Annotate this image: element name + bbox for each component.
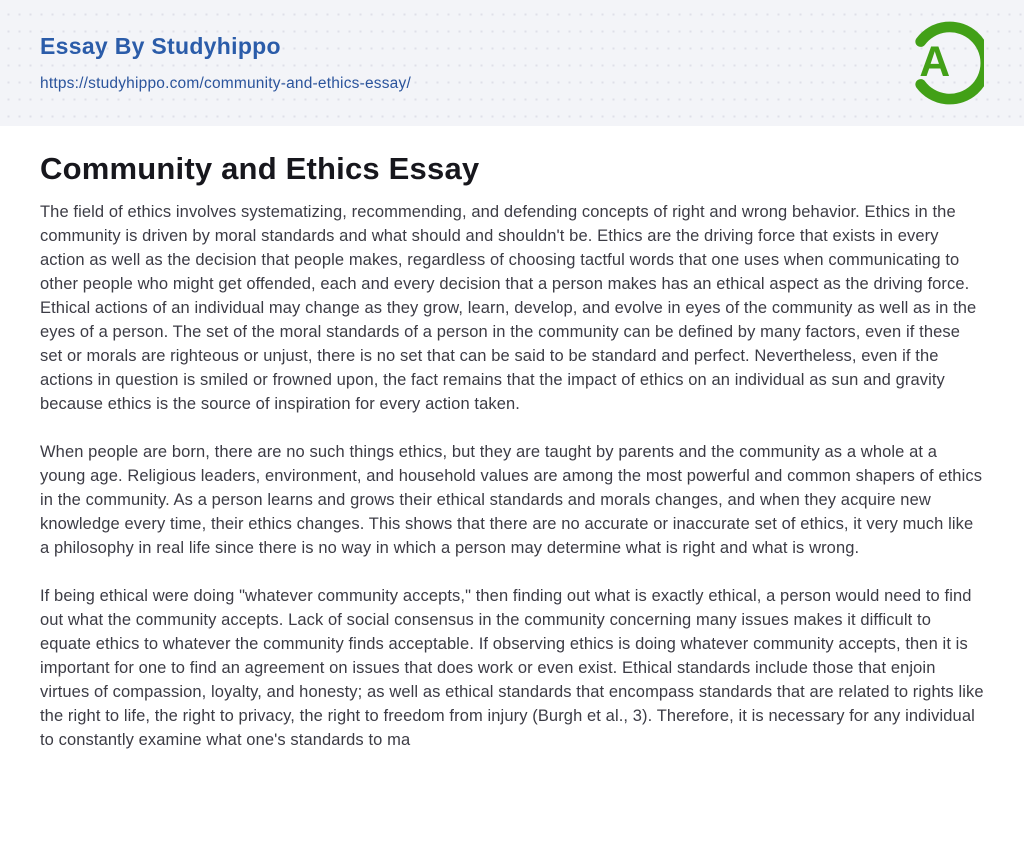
page-header <box>0 0 1024 126</box>
essay-paragraph-3: If being ethical were doing "whatever community accepts," then finding out what is exactly ethical, a person would need to find out what the community accepts. Lack of social consensus in the community concerning many issues makes it difficult to equate ethics to whatever the community finds acceptable. If observing ethics is doing whatever community accepts, then it is important for one to find an agreement on issues that does work or even exist. Ethical standards include those that enjoin virtues of compassion, loyalty, and honesty; as well as ethical standards that encompass standards that are related to rights like the right to life, the right to privacy, the right to freedom from injury (Burgh et al., 3). Therefore, it is necessary for any individual to constantly examine what one's standards to ma <box>40 587 984 750</box>
header-text-block <box>40 33 411 93</box>
essay-body <box>40 200 984 752</box>
studyhippo-logo-icon <box>902 15 984 111</box>
site-title: Essay By Studyhippo <box>40 33 281 59</box>
essay-article <box>0 126 1024 752</box>
essay-paragraph-2: When people are born, there are no such things ethics, but they are taught by parents and the community as a whole at a young age. Religious leaders, environment, and household values are among the most powerful and common shapers of ethics in the community. As a person learns and grows their ethical standards and morals changes, and when they acquire new knowledge every time, their ethics changes. This shows that there are no accurate or inaccurate set of ethics, it very much like a philosophy in real life since there is no way in which a person may determine what is right and what is wrong. <box>40 443 983 558</box>
logo-letter: A <box>919 38 951 87</box>
source-url[interactable]: https://studyhippo.com/community-and-ethics-essay/ <box>40 75 411 92</box>
essay-title: Community and Ethics Essay <box>40 151 480 186</box>
essay-paragraph-1: The field of ethics involves systematizing, recommending, and defending concepts of right and wrong behavior. Ethics in the community is driven by moral standards and what should and shouldn't be. Ethics are the driving force that exists in every action as well as the decision that people makes, regardless of choosing tactful words that one uses when communicating to other people who might get offended, each and every decision that a person makes has an ethical aspect as the driving force. Ethical actions of an individual may change as they grow, learn, develop, and evolve in eyes of the community as well as in the eyes of a person. The set of the moral standards of a person in the community can be defined by many factors, even if these set or morals are righteous or unjust, there is no set that can be said to be standard and perfect. Nevertheless, even if the actions in question is smiled or frowned upon, the fact remains that the impact of ethics on an individual as sun and gravity because ethics is the source of inspiration for every action taken. <box>40 203 977 414</box>
